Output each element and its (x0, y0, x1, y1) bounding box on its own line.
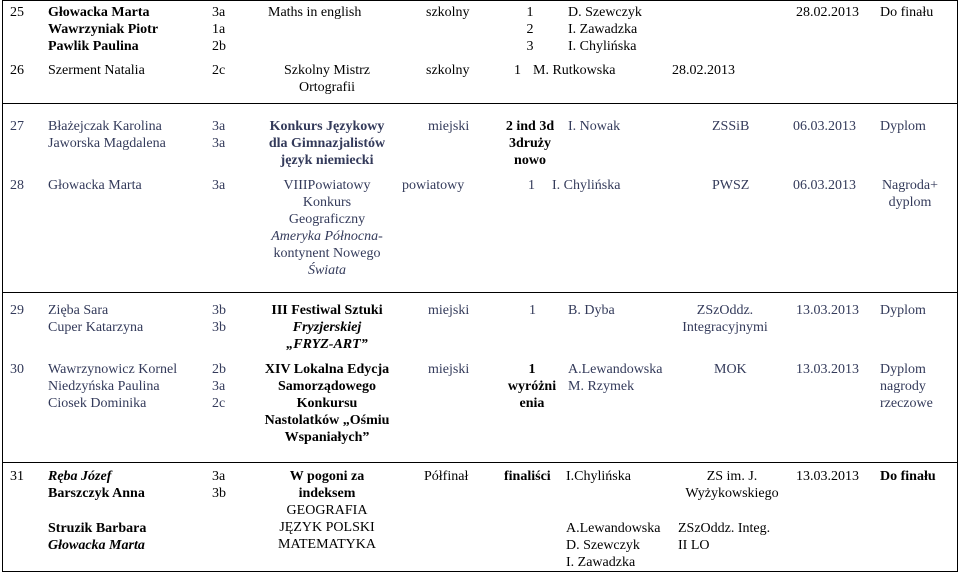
teacher-name: I. Chylińska (552, 178, 621, 193)
result: nowo (514, 153, 546, 168)
student-name: Pawlik Paulina (48, 39, 139, 54)
result-list (520, 4, 540, 55)
student-names (48, 468, 145, 502)
result: wyróżni (507, 379, 557, 394)
contest-name: Konkurs Językowy dla Gimnazjalistów język niemiecki (268, 119, 386, 168)
row-number: 27 (10, 119, 24, 134)
student-name: Ciosek Dominika (48, 396, 147, 411)
student-name: Zięba Sara (48, 303, 109, 318)
class-label: 3b (212, 303, 226, 318)
result: 1 (514, 63, 521, 78)
teacher-name: M. Rutkowska (533, 63, 616, 78)
contest-level: miejski (428, 303, 470, 318)
student-name: Struzik Barbara (48, 521, 147, 536)
result: 1 (528, 178, 535, 193)
row-number: 25 (10, 5, 24, 20)
student-names (48, 118, 166, 152)
class-list (212, 361, 226, 412)
class-label: 3a (212, 5, 226, 20)
class-label: 2b (212, 362, 226, 377)
student-names (48, 361, 177, 412)
teacher-name: I.Chylińska (566, 469, 631, 484)
teacher-name: I. Nowak (568, 119, 621, 134)
result-note: Do finału (880, 5, 934, 20)
class-label: 2c (212, 396, 226, 411)
result-note: Nagroda+ dyplom (881, 178, 939, 210)
class-label: 3a (212, 119, 226, 134)
student-names (48, 4, 158, 55)
class-label: 3a (212, 379, 226, 394)
student-name: Niedzyńska Paulina (48, 379, 160, 394)
contest-name: III Festiwal Sztuki Fryzjerskiej „FRYZ-ART” (271, 303, 383, 352)
teacher-name: I. Chylińska (568, 39, 637, 54)
result: 3 (526, 39, 534, 54)
student-name: Głowacka Marta (48, 178, 142, 193)
class-label: 1a (212, 22, 226, 37)
class-label: 3b (212, 486, 226, 501)
teacher-name: B. Dyba (568, 303, 615, 318)
class-label: 3a (212, 469, 226, 484)
class-label: 2c (212, 63, 226, 78)
contest-level: Półfinał (424, 469, 469, 484)
result: finaliści (504, 469, 551, 484)
row-number: 30 (10, 362, 24, 377)
table-border-top (2, 0, 958, 1)
table-border-left (2, 0, 3, 572)
student-name: Szerment Natalia (48, 63, 145, 78)
row-number: 28 (10, 178, 24, 193)
student-name: Głowacka Marta (48, 538, 145, 553)
teacher-name: I. Zawadzka (566, 555, 636, 570)
student-name: Barszczyk Anna (48, 486, 145, 501)
student-name: Cuper Katarzyna (48, 320, 144, 335)
table-border-bottom (2, 571, 958, 572)
contest-date: 28.02.2013 (672, 63, 735, 78)
contest-name: Maths in english (268, 5, 362, 20)
result-list (500, 361, 564, 412)
row-number: 31 (10, 469, 24, 484)
organizer: PWSZ (712, 178, 750, 193)
contest-name: XIV Lokalna Edycja Samorządowego Konkursu Nastolatków „Ośmiu Wspaniałych” (264, 362, 390, 445)
contest-date: 13.03.2013 (796, 303, 859, 318)
result-note: Dyplom (880, 303, 926, 318)
teacher-list (566, 520, 660, 571)
class-list (212, 4, 226, 55)
result-note: Dyplom nagrody rzeczowe (880, 362, 933, 411)
contest-name: Szkolny Mistrz Ortografii (284, 63, 370, 95)
row-separator (2, 462, 958, 463)
student-name: Wawrzynowicz Kornel (48, 362, 178, 377)
class-label: 3a (212, 178, 226, 193)
result: 1 (529, 303, 536, 318)
contest-level: powiatowy (402, 178, 465, 193)
contest-name: VIIIPowiatowy Konkurs Geograficzny Ameryka Północna- kontynent Nowego Świata (271, 178, 383, 278)
teacher-name: D. Szewczyk (566, 538, 640, 553)
student-name: Wawrzyniak Piotr (48, 22, 159, 37)
row-number: 29 (10, 303, 24, 318)
contest-name: W pogoni za indeksem GEOGRAFIA JĘZYK POLSKI MATEMATYKA (278, 469, 376, 552)
organizer: ZSzOddz. Integ. II LO (678, 521, 771, 553)
row-separator (2, 103, 958, 104)
result: 2 ind 3d (505, 119, 555, 134)
table-border-right (957, 0, 958, 572)
result: enia (519, 396, 545, 411)
row-number: 26 (10, 63, 24, 78)
class-list (212, 468, 226, 502)
student-name: Głowacka Marta (48, 5, 150, 20)
teacher-list (568, 361, 662, 395)
class-label: 3b (212, 320, 226, 335)
contest-level: szkolny (426, 63, 470, 78)
contest-date: 06.03.2013 (793, 178, 856, 193)
student-name: Jaworska Magdalena (48, 136, 166, 151)
result-note: Dyplom (880, 119, 926, 134)
class-label: 3a (212, 136, 226, 151)
student-names (48, 520, 146, 554)
student-name: Ręba Józef (48, 469, 112, 484)
contest-date: 13.03.2013 (796, 469, 859, 484)
contest-level: miejski (428, 119, 470, 134)
student-name: Błażejczak Karolina (48, 119, 162, 134)
organizer: ZSSiB (712, 119, 750, 134)
class-label: 2b (212, 39, 226, 54)
teacher-name: A.Lewandowska (566, 521, 661, 536)
contest-date: 06.03.2013 (793, 119, 856, 134)
contest-level: szkolny (426, 5, 470, 20)
teacher-name: I. Zawadzka (568, 22, 638, 37)
result: 1 (526, 5, 534, 20)
contest-date: 28.02.2013 (796, 5, 859, 20)
organizer: ZSzOddz. Integracyjnymi (682, 303, 768, 335)
student-names (48, 302, 143, 336)
result: 1 (528, 362, 536, 377)
result-list (494, 118, 566, 169)
result: 3druży (509, 136, 551, 151)
contest-date: 13.03.2013 (796, 362, 859, 377)
row-separator (2, 292, 958, 293)
teacher-name: D. Szewczyk (568, 5, 642, 20)
organizer: ZS im. J. Wyżykowskiego (685, 469, 779, 501)
contest-level: miejski (428, 362, 470, 377)
result: 2 (526, 22, 534, 37)
teacher-name: M. Rzymek (568, 379, 635, 394)
organizer: MOK (714, 362, 747, 377)
result-note: Do finału (880, 469, 936, 484)
class-list (212, 302, 226, 336)
teacher-list (568, 4, 642, 55)
teacher-name: A.Lewandowska (568, 362, 663, 377)
class-list (212, 118, 225, 152)
